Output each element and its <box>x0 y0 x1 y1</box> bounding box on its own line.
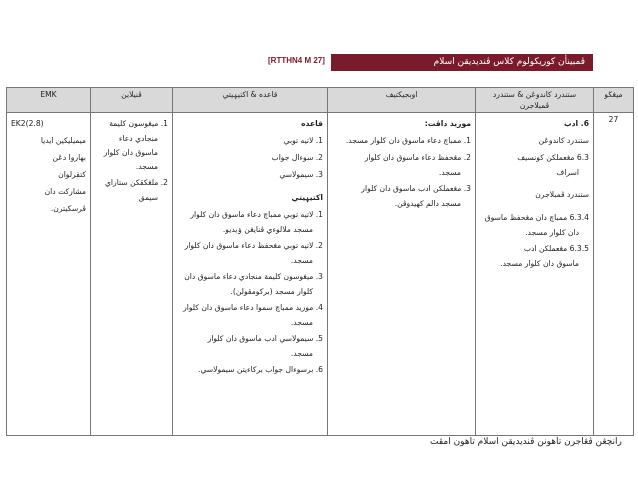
activity-item: 5. سيمولاسي ادب ماسوق دان کلوار <box>207 334 323 343</box>
activity-item: 4. موريد ممباچ سموا دعاء ماسوق دان کلوار <box>183 303 323 312</box>
objective-heading: موريد داڤت: <box>424 119 471 128</box>
activity-item: 2. لاتيه توبي مڠحفظ دعاء ماسوق دان کلوار <box>184 241 323 250</box>
objective-item: 1. ممباچ دعاء ماسوق دان کلوار مسجد. <box>345 136 471 145</box>
col-header-emk: EMK <box>7 88 91 113</box>
week-number: 27 <box>608 115 619 124</box>
standard-item-cont: اسراف <box>556 168 579 177</box>
activity-item-cont: کلوار مسجد (برکومڤولن). <box>230 287 313 296</box>
activity-item: 6. برسوءال جواب برکاءيتن سيمولاسي. <box>198 365 323 374</box>
emk-line: ميميليکين ايديا <box>40 136 86 145</box>
assessment-item-cont: مسجد. <box>135 162 158 171</box>
cell-standard <box>476 113 594 436</box>
lesson-plan-table <box>6 87 634 436</box>
activity-item-cont: مسجد. <box>290 318 313 327</box>
emk-line: بهاروا دڠن <box>52 153 86 162</box>
emk-line: ڤرسکيترن. <box>50 204 86 213</box>
standard-item: 6.3.4 ممباچ دان مڠحفظ ماسوق <box>484 213 589 222</box>
col-header-assessment: ڤنيلاين <box>91 88 173 113</box>
header-banner <box>331 54 593 71</box>
cell-assessment <box>91 113 173 436</box>
cell-emk <box>7 113 91 436</box>
method-item: 3. سيمولاسي <box>279 170 323 179</box>
table-row <box>7 113 634 436</box>
standard-item: 6.3.5 مڠعملکن ادب <box>523 244 589 253</box>
activity-heading: اکتيۑيتي <box>291 193 323 202</box>
objective-item-cont: مسجد. <box>438 168 461 177</box>
cell-objective <box>328 113 476 436</box>
emk-code: EK2(2.8) <box>11 119 44 128</box>
col-header-method: قاعده & اکتيۑيتي <box>173 88 328 113</box>
banner-title: ڤمبينأن كوريكولوم كلاس ڤنديديقن اسلام <box>433 57 585 67</box>
activity-item-cont: مسجد ملالوءي ڤنايڠن ۏيديو. <box>222 225 313 234</box>
method-item: 1. لاتيه توبي <box>283 136 323 145</box>
cell-week <box>594 113 634 436</box>
standard-label-2: ستندرد ڤمبلاجرن <box>535 190 589 199</box>
activity-item-cont: مسجد. <box>290 349 313 358</box>
col-header-week: ميڠڬو <box>594 88 634 113</box>
col-header-standard: ستندرد کاندوڠن & ستندرد ڤمبلاجرن <box>476 88 594 113</box>
activity-item: 1. لاتيه توبي ممباچ دعاء ماسوق دان کلوار <box>190 210 323 219</box>
document-code: [RTTHN4 M 27] <box>268 56 325 65</box>
assessment-item: 1. ميڠوسون کليمة <box>109 119 168 128</box>
objective-item: 2. مڠحفظ دعاء ماسوق دان کلوار <box>364 153 471 162</box>
footer-text: رانچڠن ڤڠاجرن تاهونن ڤنديديقن اسلام تاهون امڤت <box>430 437 622 447</box>
emk-line: کتقرلوان <box>58 170 86 179</box>
assessment-item-cont: سيمق <box>138 193 158 202</box>
emk-line: مشارکت دان <box>44 187 86 196</box>
method-heading: قاعده <box>301 119 323 128</box>
activity-item: 3. ميڠوسون کليمة منجادي دعاء ماسوق دان <box>184 272 323 281</box>
standard-label: ستندرد کاندوڠن <box>538 136 589 145</box>
assessment-item-cont: منجادي دعاء <box>118 134 158 143</box>
standard-item: 6.3 مڠعملکن کونسيف <box>517 153 589 162</box>
objective-item: 3. مڠعملکن ادب ماسوق دان کلوار <box>361 184 471 193</box>
standard-item-cont: دان کلوار مسجد. <box>525 228 579 237</box>
cell-method <box>173 113 328 436</box>
standard-item-cont: ماسوق دان کلوار مسجد. <box>500 259 579 268</box>
method-item: 2. سوءال جواب <box>271 153 323 162</box>
activity-item-cont: مسجد. <box>290 256 313 265</box>
col-header-objective: اوبجيکتيف <box>328 88 476 113</box>
standard-title: 6. ادب <box>564 119 589 128</box>
objective-item-cont: مسجد دالم کهيدوڤن. <box>394 199 461 208</box>
assessment-item-cont: ماسوق دان کلوار <box>103 148 158 157</box>
table-header-row <box>7 88 634 113</box>
assessment-item: 2. ملڠکڤکن ستاراي <box>104 178 168 187</box>
